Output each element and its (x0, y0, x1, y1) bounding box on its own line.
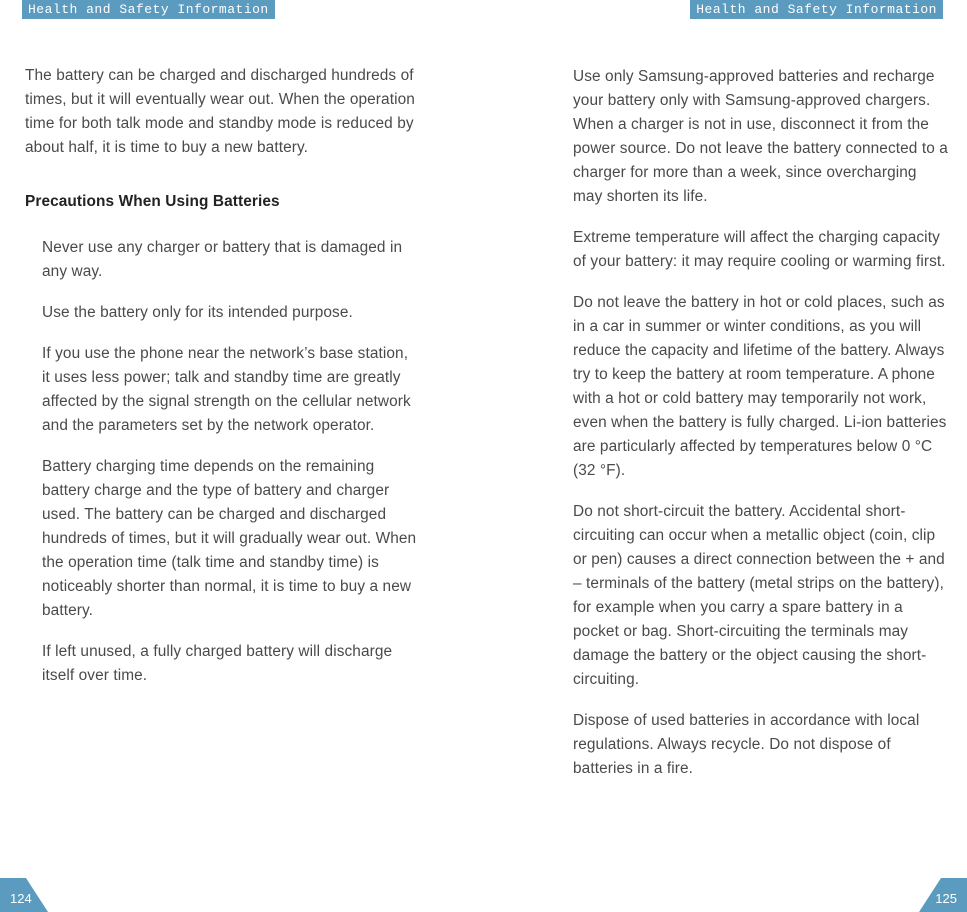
paragraph: Extreme temperature will affect the charging capacity of your battery: it may require cooling or warming first. (573, 229, 946, 270)
list-item: If you use the phone near the network’s base station, it uses less power; talk and standby time are greatly affected by the signal strength on the cellular network and the parameters set by the network operator. (42, 345, 411, 434)
left-page-column (25, 64, 417, 705)
right-page-column (573, 65, 948, 798)
precautions-list (25, 236, 417, 688)
section-heading: Precautions When Using Batteries (25, 193, 280, 210)
list-item: Never use any charger or battery that is damaged in any way. (42, 239, 403, 280)
page-number-left: 124 (10, 891, 32, 906)
paragraph: Do not short-circuit the battery. Accidental short-circuiting can occur when a metallic object (coin, clip or pen) causes a direct connection between the + and – terminals of the battery (metal strips on the battery), for example when you carry a spare battery in a pocket or bag. Short-circuiting the terminals may damage the battery or the object causing the short-circuiting. (573, 503, 945, 688)
page-number-right: 125 (935, 891, 957, 906)
paragraph: Use only Samsung-approved batteries and recharge your battery only with Samsung-approved chargers. When a charger is not in use, disconnect it from the power source. Do not leave the battery connected to a charger for more than a week, since overcharging may shorten its life. (573, 68, 948, 205)
running-header-left: Health and Safety Information (22, 0, 275, 19)
paragraph: Dispose of used batteries in accordance with local regulations. Always recycle. Do not dispose of batteries in a fire. (573, 712, 920, 777)
intro-paragraph: The battery can be charged and discharged hundreds of times, but it will eventually wear out. When the operation time for both talk mode and standby mode is reduced by about half, it is time to buy a new battery. (25, 67, 415, 156)
running-header-right: Health and Safety Information (690, 0, 943, 19)
list-item: If left unused, a fully charged battery will discharge itself over time. (42, 643, 393, 684)
list-item: Battery charging time depends on the remaining battery charge and the type of battery and charger used. The battery can be charged and discharged hundreds of times, but it will gradually wear out. When the operation time (talk time and standby time) is noticeably shorter than normal, it is time to buy a new battery. (42, 458, 417, 619)
page-number-tab-left (0, 874, 48, 912)
paragraph: Do not leave the battery in hot or cold places, such as in a car in summer or winter conditions, as you will reduce the capacity and lifetime of the battery. Always try to keep the battery at room temperature. A phone with a hot or cold battery may temporarily not work, even when the battery is fully charged. Li-ion batteries are particularly affected by temperatures below 0 °C (32 °F). (573, 294, 947, 479)
page-number-tab-right (919, 874, 967, 912)
list-item: Use the battery only for its intended purpose. (42, 304, 353, 321)
